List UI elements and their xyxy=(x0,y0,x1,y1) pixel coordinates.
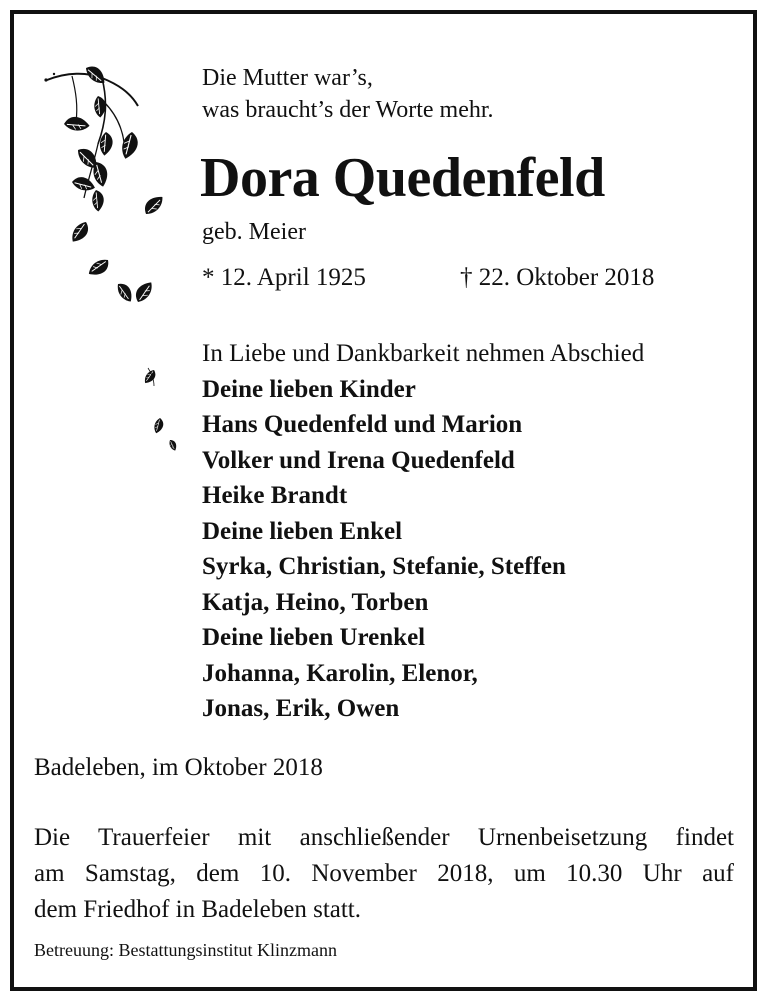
life-dates xyxy=(202,262,655,294)
place-and-date: Badeleben, im Oktober 2018 xyxy=(34,754,323,781)
obituary-frame xyxy=(10,10,757,991)
mourner-line: Jonas, Erik, Owen xyxy=(202,695,400,722)
deceased-name: Dora Quedenfeld xyxy=(200,147,605,209)
quote-line-1: Die Mutter war’s, xyxy=(202,65,373,91)
farewell-intro: In Liebe und Dankbarkeit nehmen Abschied xyxy=(202,340,645,367)
service-line-1: Die Trauerfeier mit anschließender Urnenbeisetzung findet xyxy=(34,824,734,851)
undertaker-credit: Betreuung: Bestattungsinstitut Klinzmann xyxy=(34,940,337,960)
mourner-line: Syrka, Christian, Stefanie, Steffen xyxy=(202,553,566,580)
memorial-quote xyxy=(202,62,494,126)
mourner-line: Volker und Irena Quedenfeld xyxy=(202,446,515,474)
service-line-3: dem Friedhof in Badeleben statt. xyxy=(34,896,362,923)
quote-line-2: was braucht’s der Worte mehr. xyxy=(202,97,494,123)
death-date: † 22. Oktober 2018 xyxy=(460,264,655,291)
mourner-line: Deine lieben Enkel xyxy=(202,517,403,545)
mourners-list xyxy=(202,336,644,727)
mourner-line: Heike Brandt xyxy=(202,482,348,509)
funeral-service-info xyxy=(34,820,734,928)
mourner-line: Johanna, Karolin, Elenor, xyxy=(202,659,478,687)
mourner-line: Deine lieben Urenkel xyxy=(202,624,426,651)
mourner-line: Katja, Heino, Torben xyxy=(202,588,429,616)
mourner-line: Deine lieben Kinder xyxy=(202,375,416,403)
mourner-line: Hans Quedenfeld und Marion xyxy=(202,411,523,438)
birth-date: * 12. April 1925 xyxy=(202,264,366,291)
birth-name: geb. Meier xyxy=(202,219,306,245)
falling-leaves-branch-icon xyxy=(42,62,192,462)
service-line-2: am Samstag, dem 10. November 2018, um 10.30 Uhr auf xyxy=(34,860,734,887)
